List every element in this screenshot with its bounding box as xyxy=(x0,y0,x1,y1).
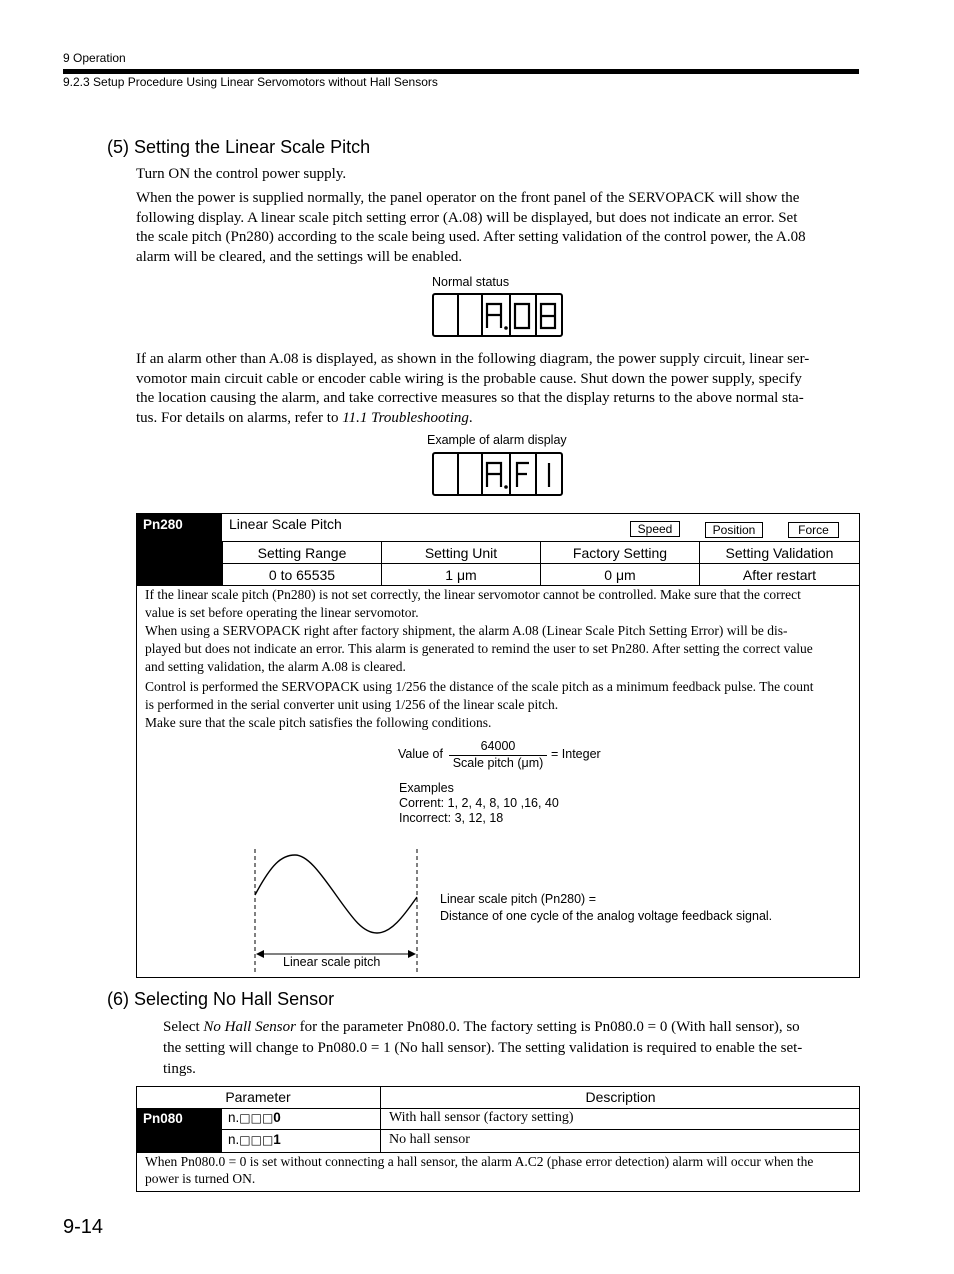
normal-status-display xyxy=(432,293,563,337)
tag-position: Position xyxy=(705,522,763,538)
col-parameter: Parameter xyxy=(136,1086,381,1109)
header-rule xyxy=(63,69,859,74)
section-6-para: Select No Hall Sensor for the parameter Pn080.0. The factory setting is Pn080.0 = 0 (With hall sensor), so the setting will change to Pn080.0 = 1 (No hall sensor). The setting validation is required to enable the set- tings. xyxy=(163,1019,803,1077)
col-setting-range: Setting Range xyxy=(222,541,382,564)
tag-force: Force xyxy=(788,522,839,538)
pn080-desc-0: With hall sensor (factory setting) xyxy=(381,1108,859,1130)
running-header-chapter: 9 Operation xyxy=(63,51,126,65)
pn080-note: When Pn080.0 = 0 is set without connecting a hall sensor, the alarm A.C2 (phase error detection) alarm will occur when the power is turned ON. xyxy=(145,1154,814,1186)
seven-segment-a08 xyxy=(481,295,563,335)
examples-block: Examples Corrent: 1, 2, 4, 8, 10 ,16, 40 Incorrect: 3, 12, 18 xyxy=(399,781,559,825)
pn280-notes: If the linear scale pitch (Pn280) is not set correctly, the linear servomotor cannot be controlled. Make sure that the correct value is set before operating the linear servomotor. When using a SERVOPACK right after factory shipment, the alarm A.08 (Linear Scale Pitch Setting Error) will be dis- played but does not indicate an error. This alarm is generated to remind the user to set Pn280. After setting the correct value and setting validation, the alarm A.08 is cleared. Control is performed the SERVOPACK using 1/256 the distance of the scale pitch as a minimum feedback pulse. The count is performed in the serial converter unit using 1/256 of the linear scale pitch. Make sure that the scale pitch satisfies the following conditions. xyxy=(145,587,814,730)
formula-prefix: Value of xyxy=(398,747,443,761)
alarm-example-display xyxy=(432,452,563,496)
pn280-code-cell: Pn280 xyxy=(137,514,222,585)
running-header-section: 9.2.3 Setup Procedure Using Linear Servomotors without Hall Sensors xyxy=(63,75,438,89)
section-5-para-1: Turn ON the control power supply. xyxy=(136,166,347,182)
col-setting-validation: Setting Validation xyxy=(699,541,860,564)
linear-scale-pitch-label: Linear scale pitch xyxy=(283,955,381,969)
section-6-title: (6) Selecting No Hall Sensor xyxy=(107,989,335,1009)
col-description: Description xyxy=(380,1086,860,1109)
pn080-value-0: n.□□□0 xyxy=(222,1108,381,1130)
section-5-para-3: If an alarm other than A.08 is displayed, as shown in the following diagram, the power supply circuit, linear ser- vomotor main circuit cable or encoder cable wiring is the probable cause. Shut down the power supply, specify the location causing the alarm, and take corrective measures so that the display returns to the above normal sta- tus. For details on alarms, refer to 11.1 Troubleshooting. xyxy=(136,351,810,426)
val-setting-unit: 1 μm xyxy=(381,563,541,586)
pn080-code-cell: Pn080 xyxy=(137,1108,222,1152)
formula-denominator: Scale pitch (μm) xyxy=(452,756,544,770)
digit-divider xyxy=(457,454,459,494)
formula-numerator: 64000 xyxy=(480,739,516,753)
tag-speed: Speed xyxy=(630,521,680,537)
formula-suffix: = Integer xyxy=(551,747,601,761)
section-5-title: (5) Setting the Linear Scale Pitch xyxy=(107,137,371,157)
page-number: 9-14 xyxy=(63,1216,104,1238)
pn080-parameter-table xyxy=(136,1086,860,1192)
col-setting-unit: Setting Unit xyxy=(381,541,541,564)
val-setting-range: 0 to 65535 xyxy=(222,563,382,586)
troubleshooting-reference: 11.1 Troubleshooting xyxy=(342,409,469,426)
val-setting-validation: After restart xyxy=(699,563,860,586)
figure-description: Linear scale pitch (Pn280) = Distance of one cycle of the analog voltage feedback signal. xyxy=(440,892,773,923)
val-factory-setting: 0 μm xyxy=(540,563,700,586)
normal-status-caption: Normal status xyxy=(432,275,510,289)
pn080-desc-1: No hall sensor xyxy=(389,1132,470,1147)
pn280-parameter-table xyxy=(136,513,860,978)
col-factory-setting: Factory Setting xyxy=(540,541,700,564)
seven-segment-af1 xyxy=(481,454,563,494)
alarm-example-caption: Example of alarm display xyxy=(427,433,567,447)
digit-divider xyxy=(457,295,459,335)
pn080-value-1: n.□□□1 xyxy=(222,1130,381,1152)
pn280-name: Linear Scale Pitch xyxy=(229,516,342,532)
section-5-para-2: When the power is supplied normally, the panel operator on the front panel of the SERVOPACK will show the following display. A linear scale pitch setting error (A.08) will be displayed, but does not indicate an error. Set the scale pitch (Pn280) according to the scale being used. After setting validation of the control power, the A.08 alarm will be cleared, and the settings will be enabled. xyxy=(136,190,806,265)
